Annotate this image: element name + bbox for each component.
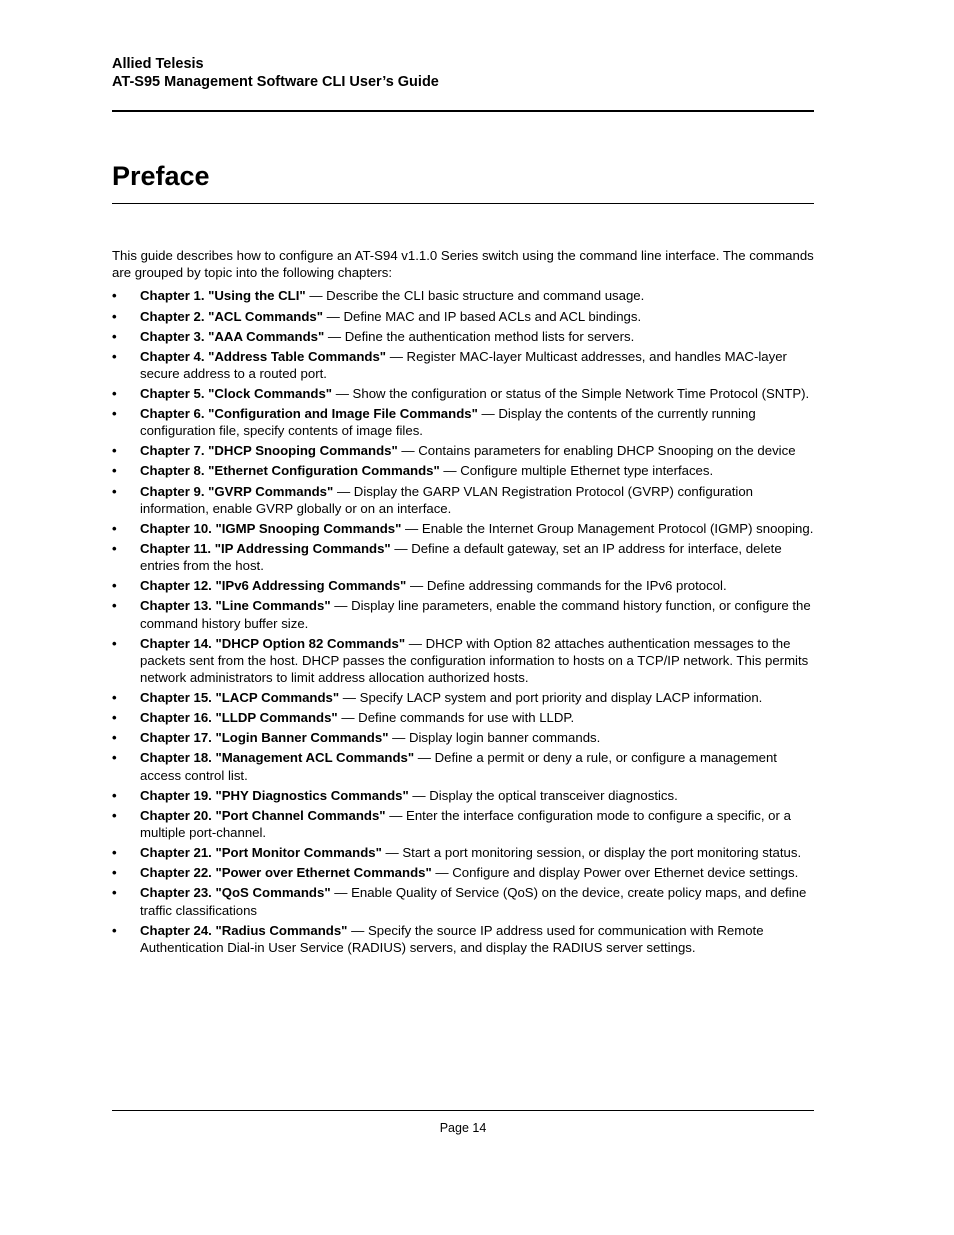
chapter-list-item [112,462,814,479]
chapter-list-item [112,442,814,459]
chapter-title-link[interactable]: Chapter 5. "Clock Commands" [140,385,333,401]
chapter-list-item [112,348,814,382]
chapter-title-link[interactable]: Chapter 2. "ACL Commands" [140,308,323,324]
chapter-description: — Display login banner commands. [388,730,601,746]
bullet-icon: • [112,328,117,344]
chapter-description: — Enable Quality of Service (QoS) on the device, create policy maps, and define traffic classifications [140,885,807,918]
chapter-title-link[interactable]: Chapter 8. "Ethernet Configuration Commands" [140,463,440,479]
chapter-description: — Configure multiple Ethernet type interfaces. [439,463,714,479]
chapter-description: — Enable the Internet Group Management Protocol (IGMP) snooping. [401,520,814,536]
chapter-title-link[interactable]: Chapter 20. "Port Channel Commands" [140,807,386,823]
bullet-icon: • [112,288,117,304]
bullet-icon: • [112,865,117,881]
chapter-description: — Specify LACP system and port priority and display LACP information. [339,690,763,706]
bullet-icon: • [112,885,117,901]
chapter-list-item [112,689,814,706]
chapter-title-link[interactable]: Chapter 12. "IPv6 Addressing Commands" [140,578,407,594]
page-number: Page 14 [439,1121,487,1135]
bullet-icon: • [112,483,117,499]
chapter-title-link[interactable]: Chapter 17. "Login Banner Commands" [140,730,389,746]
chapter-title-link[interactable]: Chapter 7. "DHCP Snooping Commands" [140,443,398,459]
chapter-list-item [112,287,814,304]
bullet-icon: • [112,845,117,861]
chapter-description: — Define the authentication method lists for servers. [324,328,635,344]
bullet-icon: • [112,463,117,479]
chapter-list-item [112,787,814,804]
chapter-title-link[interactable]: Chapter 16. "LLDP Commands" [140,710,338,726]
chapter-description: — Display the GARP VLAN Registration Protocol (GVRP) configuration information, enable GVRP globally or on an interface. [140,483,754,516]
intro-paragraph: This guide describes how to configure an AT-S94 v1.1.0 Series switch using the command line interface. The commands are grouped by topic into the following chapters: [112,248,814,281]
chapter-description: — Define a default gateway, set an IP address for interface, delete entries from the host. [140,540,782,574]
chapter-list [112,287,814,956]
chapter-title-link[interactable]: Chapter 18. "Management ACL Commands" [140,750,415,766]
bullet-icon: • [112,635,117,651]
chapter-title-link[interactable]: Chapter 11. "IP Addressing Commands" [140,540,391,556]
chapter-description: — Define commands for use with LLDP. [337,710,575,726]
chapter-title-link[interactable]: Chapter 9. "GVRP Commands" [140,483,334,499]
chapter-list-item [112,540,814,574]
chapter-description: — DHCP with Option 82 attaches authentication messages to the packets sent from the host. DHCP passes the configuration information to hosts on a TCP/IP network. This permits network administrators to limit address allocation authorized hosts. [140,635,809,686]
chapter-list-item [112,483,814,517]
bullet-icon: • [112,787,117,803]
chapter-list-item [112,308,814,325]
chapter-title-link[interactable]: Chapter 24. "Radius Commands" [140,922,348,938]
chapter-description: — Display line parameters, enable the command history function, or configure the command history buffer size. [140,598,811,631]
bullet-icon: • [112,578,117,594]
bullet-icon: • [112,922,117,938]
chapter-title-link[interactable]: Chapter 3. "AAA Commands" [140,328,325,344]
chapter-title-link[interactable]: Chapter 13. "Line Commands" [140,598,331,614]
chapter-list-item [112,385,814,402]
title-divider [112,203,814,204]
chapter-list-item [112,709,814,726]
chapter-description: — Register MAC-layer Multicast addresses, and handles MAC-layer secure address to a routed port. [140,348,787,381]
chapter-description: — Specify the source IP address used for communication with Remote Authentication Dial-in User Service (RADIUS) servers, and display the RADIUS server settings. [140,922,764,955]
chapter-list-item [112,807,814,841]
chapter-description: — Enter the interface configuration mode to configure a specific, or a multiple port-channel. [140,807,791,841]
chapter-title-link[interactable]: Chapter 19. "PHY Diagnostics Commands" [140,787,409,803]
chapter-title-link[interactable]: Chapter 4. "Address Table Commands" [140,348,387,364]
chapter-description: — Define addressing commands for the IPv6 protocol. [406,578,727,594]
header-guide-title: AT-S95 Management Software CLI User’s Guide [112,74,439,90]
bullet-icon: • [112,807,117,823]
header-company: Allied Telesis [112,56,204,72]
chapter-list-item [112,520,814,537]
chapter-description: — Display the optical transceiver diagnostics. [408,787,678,803]
bullet-icon: • [112,348,117,364]
chapter-list-item [112,844,814,861]
bullet-icon: • [112,690,117,706]
bullet-icon: • [112,443,117,459]
chapter-list-item [112,577,814,594]
chapter-description: — Start a port monitoring session, or display the port monitoring status. [381,845,802,861]
chapter-description: — Contains parameters for enabling DHCP Snooping on the device [397,443,796,459]
bullet-icon: • [112,730,117,746]
chapter-list-item [112,405,814,439]
bullet-icon: • [112,710,117,726]
chapter-description: — Display the contents of the currently running configuration file, specify contents of image files. [140,406,756,439]
chapter-title-link[interactable]: Chapter 10. "IGMP Snooping Commands" [140,520,402,536]
chapter-list-item [112,729,814,746]
bullet-icon: • [112,598,117,614]
bullet-icon: • [112,750,117,766]
footer-divider [112,1110,814,1111]
chapter-list-item [112,884,814,918]
chapter-list-item [112,922,814,956]
chapter-title-link[interactable]: Chapter 15. "LACP Commands" [140,690,340,706]
header-divider [112,110,814,112]
chapter-title-link[interactable]: Chapter 14. "DHCP Option 82 Commands" [140,635,406,651]
chapter-title-link[interactable]: Chapter 22. "Power over Ethernet Commands" [140,865,432,881]
running-header [112,55,814,91]
bullet-icon: • [112,385,117,401]
chapter-title-link[interactable]: Chapter 23. "QoS Commands" [140,885,331,901]
chapter-list-item [112,749,814,783]
chapter-title-link[interactable]: Chapter 21. "Port Monitor Commands" [140,845,382,861]
chapter-list-item [112,635,814,687]
chapter-description: — Define a permit or deny a rule, or configure a management access control list. [140,750,777,783]
chapter-title-link[interactable]: Chapter 1. "Using the CLI" [140,288,306,304]
chapter-description: — Define MAC and IP based ACLs and ACL bindings. [323,308,642,324]
preface-content [112,247,814,959]
chapter-description: — Configure and display Power over Ethernet device settings. [431,865,799,881]
chapter-description: — Describe the CLI basic structure and command usage. [305,288,645,304]
chapter-list-item [112,328,814,345]
chapter-description: — Show the configuration or status of the Simple Network Time Protocol (SNTP). [332,385,810,401]
chapter-list-item [112,864,814,881]
bullet-icon: • [112,406,117,422]
page-title: Preface [112,161,210,191]
chapter-title-link[interactable]: Chapter 6. "Configuration and Image File Commands" [140,406,478,422]
chapter-list-item [112,597,814,631]
bullet-icon: • [112,520,117,536]
page-footer [112,1120,814,1136]
bullet-icon: • [112,308,117,324]
bullet-icon: • [112,540,117,556]
